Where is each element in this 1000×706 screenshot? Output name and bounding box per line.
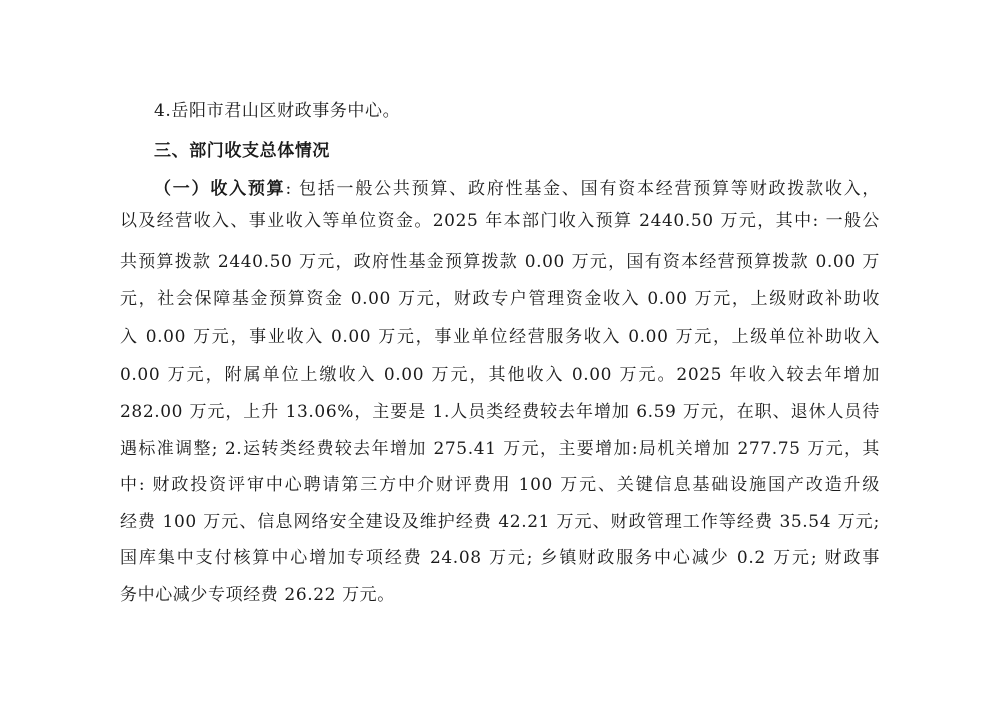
list-item-4: 4.岳阳市君山区财政事务中心。 bbox=[154, 101, 401, 121]
paragraph-line-1 bbox=[154, 177, 880, 201]
subsection-title: （一）收入预算 bbox=[154, 179, 286, 199]
paragraph-line-12: 务中心减少专项经费 26.22 万元。 bbox=[120, 585, 395, 605]
paragraph-line-5: 入 0.00 万元，事业收入 0.00 万元，事业单位经营服务收入 0.00 万元，上级单位补助收入 bbox=[120, 327, 880, 347]
paragraph-line-8: 遇标准调整; 2.运转类经费较去年增加 275.41 万元，主要增加:局机关增加 277.75 万元，其 bbox=[120, 439, 880, 459]
paragraph-line-7: 282.00 万元，上升 13.06%，主要是 1.人员类经费较去年增加 6.59 万元，在职、退休人员待 bbox=[120, 402, 880, 422]
paragraph-line-4: 元，社会保障基金预算资金 0.00 万元，财政专户管理资金收入 0.00 万元，上级财政补助收 bbox=[120, 289, 880, 309]
paragraph-line-11: 国库集中支付核算中心增加专项经费 24.08 万元; 乡镇财政服务中心减少 0.2 万元; 财政事 bbox=[120, 548, 880, 568]
paragraph-line-3: 共预算拨款 2440.50 万元，政府性基金预算拨款 0.00 万元，国有资本经营预算拨款 0.00 万 bbox=[120, 252, 880, 272]
paragraph-line-10: 经费 100 万元、信息网络安全建设及维护经费 42.21 万元、财政管理工作等经费 35.54 万元; bbox=[120, 512, 880, 532]
paragraph-line-6: 0.00 万元，附属单位上缴收入 0.00 万元，其他收入 0.00 万元。2025 年收入较去年增加 bbox=[120, 365, 880, 385]
paragraph-line-2: 以及经营收入、事业收入等单位资金。2025 年本部门收入预算 2440.50 万元，其中: 一般公 bbox=[120, 211, 880, 231]
section-heading: 三、部门收支总体情况 bbox=[154, 141, 330, 161]
paragraph-line-1-text: : 包括一般公共预算、政府性基金、国有资本经营预算等财政拨款收入， bbox=[285, 179, 880, 199]
paragraph-line-9: 中: 财政投资评审中心聘请第三方中介财评费用 100 万元、关键信息基础设施国产改造升级 bbox=[120, 475, 880, 495]
